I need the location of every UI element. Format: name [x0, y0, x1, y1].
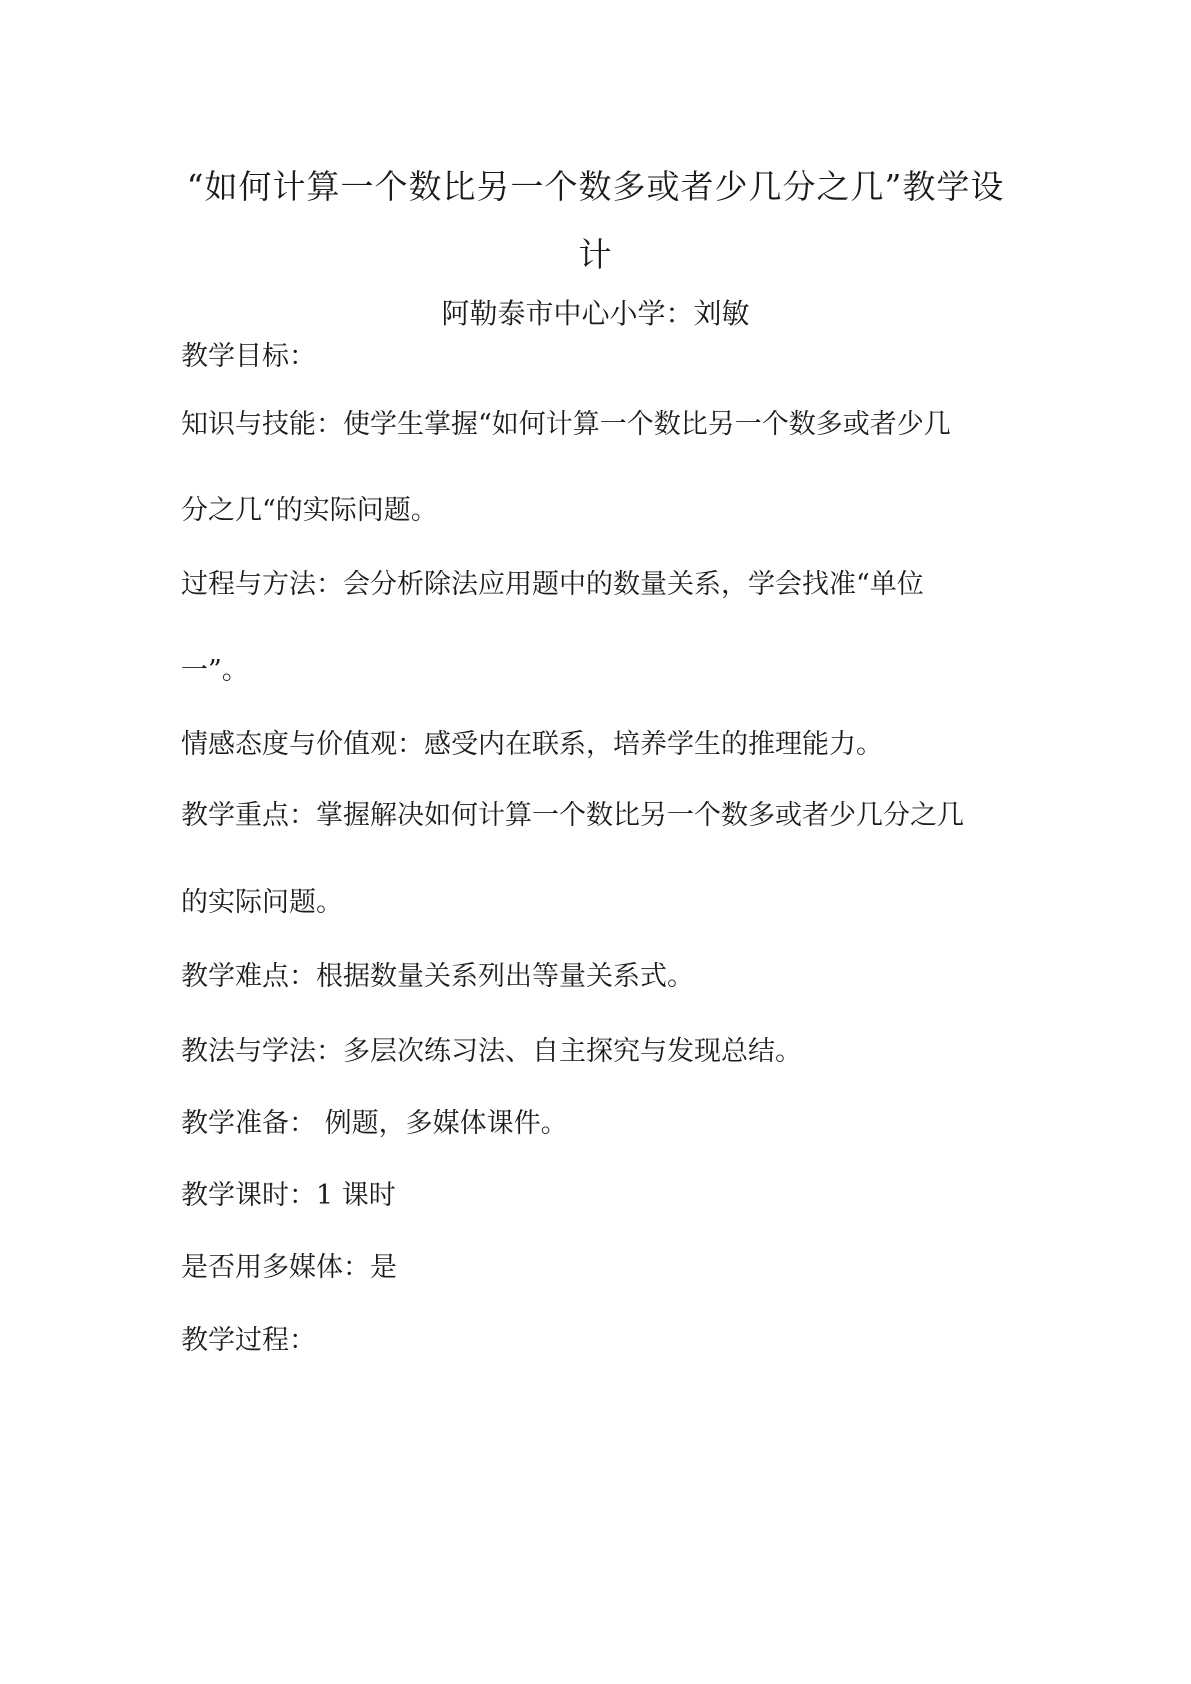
paragraph-attitude-values: 情感态度与价值观：感受内在联系，培养学生的推理能力。 [181, 729, 883, 760]
paragraph-knowledge-skills-continued: 分之几“的实际问题。 [181, 495, 438, 526]
paragraph-difficulty: 教学难点：根据数量关系列出等量关系式。 [181, 961, 694, 992]
paragraph-methods: 教法与学法：多层次练习法、自主探究与发现总结。 [181, 1036, 802, 1067]
paragraph-preparation: 教学准备： 例题，多媒体课件。 [181, 1108, 568, 1139]
paragraph-process-method-continued: 一”。 [181, 655, 249, 686]
paragraph-class-hours: 教学课时：1 课时 [181, 1180, 396, 1211]
paragraph-key-point: 教学重点：掌握解决如何计算一个数比另一个数多或者少几分之几 [181, 800, 964, 831]
document-title: “如何计算一个数比另一个数多或者少几分之几”教学设 [186, 167, 1005, 206]
paragraph-knowledge-skills: 知识与技能：使学生掌握“如何计算一个数比另一个数多或者少几 [181, 409, 951, 440]
paragraph-multimedia: 是否用多媒体：是 [181, 1252, 397, 1283]
document-title-continued: 计 [578, 235, 613, 274]
section-heading-objectives: 教学目标： [181, 341, 316, 372]
section-heading-process: 教学过程： [181, 1325, 316, 1356]
paragraph-process-method: 过程与方法：会分析除法应用题中的数量关系，学会找准“单位 [181, 569, 924, 600]
document-author: 阿勒泰市中心小学：刘敏 [441, 297, 750, 330]
paragraph-key-point-continued: 的实际问题。 [181, 887, 343, 918]
